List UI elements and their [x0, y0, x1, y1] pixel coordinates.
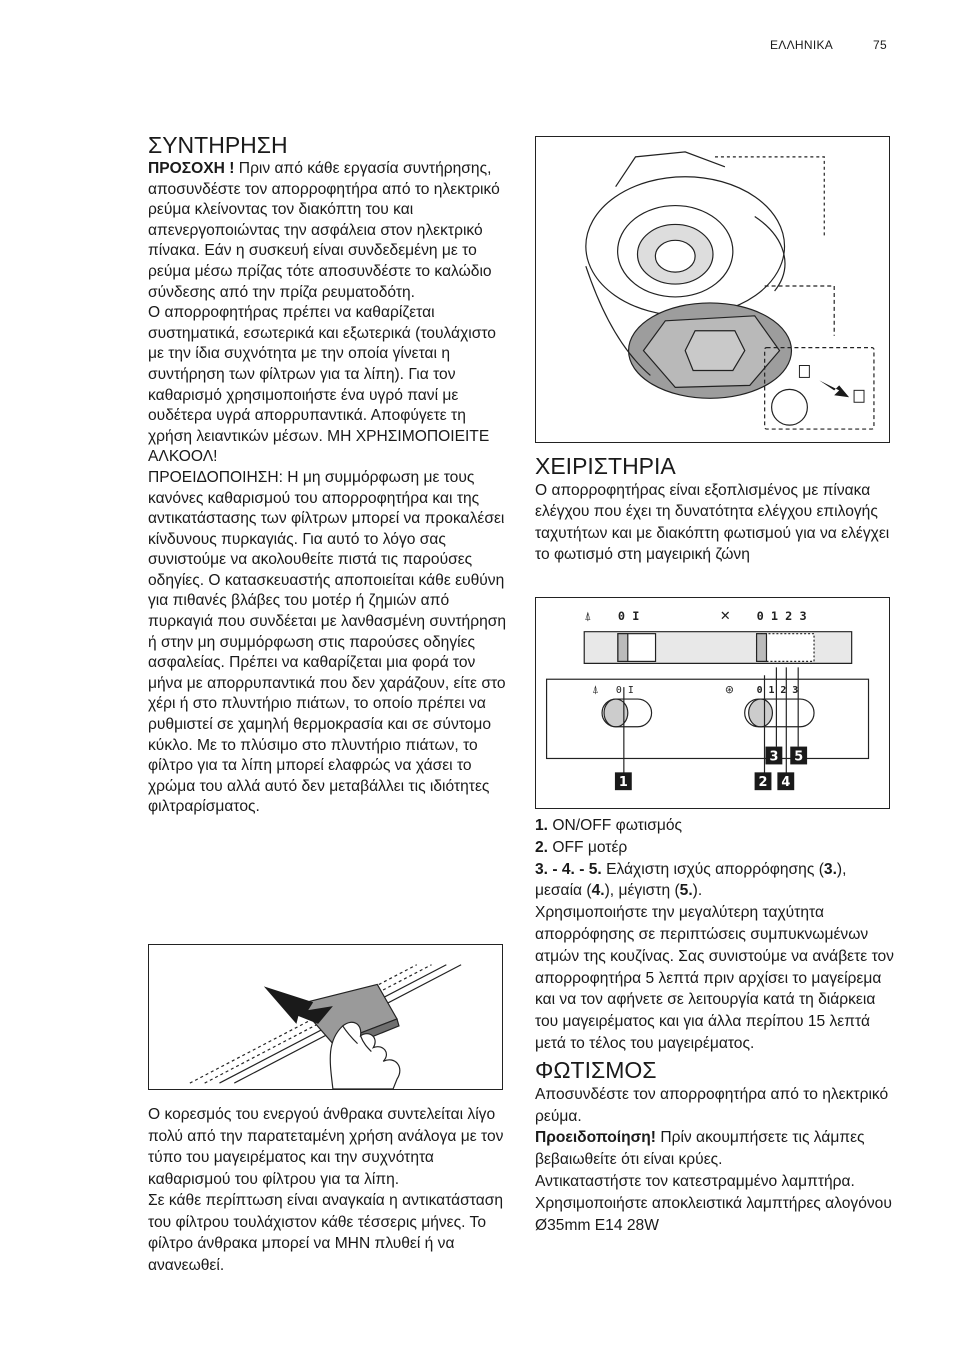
controls-section — [535, 453, 895, 565]
speeds-text-b: ), μεσαία ( — [535, 860, 847, 900]
legend-num-2: 2. — [535, 838, 549, 856]
lighting-paragraph-3: Χρησιμοποιήστε αποκλειστικά λαμπτήρες αλογόνου Ø35mm E14 28W — [535, 1194, 892, 1234]
charcoal-paragraph-2: Σε κάθε περίπτωση είναι αναγκαία η αντικατάσταση του φίλτρου τουλάχιστον κάθε τέσσερις μήνες. Το φίλτρο άνθρακα μπορεί να ΜΗΝ πλυθεί ή να ανανεωθεί. — [148, 1192, 504, 1274]
control-panel-figure — [535, 597, 890, 809]
callout-1: 1 — [618, 775, 628, 791]
callout-2: 2 — [758, 775, 768, 791]
controls-title: ΧΕΙΡΙΣΤΗΡΙΑ — [535, 453, 676, 479]
callout-3: 3 — [769, 749, 779, 765]
lighting-caution-label: Προειδοποίηση! — [535, 1129, 656, 1147]
controls-paragraph: Ο απορροφητήρας είναι εξοπλισμένος με πίνακα ελέγχου που έχει τη δυνατότητα ελέγχου επιλογής ταχυτήτων και με διακόπτη φωτισμού για να ελέγχει το φωτισμό στη μαγειρική ζώνη — [535, 482, 890, 563]
caution-label: ΠΡΟΣΟΧΗ ! — [148, 160, 235, 177]
charcoal-filter-illustration — [536, 137, 889, 442]
callout-4: 4 — [781, 775, 791, 791]
light-knob-icon: ⍋ — [592, 683, 599, 697]
maintenance-title: ΣΥΝΤΗΡΗΣΗ — [148, 132, 288, 158]
grease-filter-removal-illustration — [149, 945, 502, 1089]
caution-paragraph — [148, 159, 508, 303]
light-knob-marks: 0 I — [615, 685, 634, 697]
speeds-text-c: ), μέγιστη ( — [604, 882, 680, 900]
cleaning-paragraph: Ο απορροφητήρας πρέπει να καθαρίζεται συστηματικά, εσωτερικά και εξωτερικά (τουλάχιστο με την ίδια συχνότητα με την οποία γίνεται η συντήρηση των φίλτρων για τα λίπη). Για τον καθαρισμό χρησιμοποιήστε ένα υγρό πανί με ουδέτερα υγρά απορρυπαντικά. Αποφύγετε τη χρήση λειαντικών μέσων. ΜΗ ΧΡΗΣΙΜΟΠΟΙΕΙΤΕ ΑΛΚΟΟΛ! — [148, 304, 496, 466]
left-column — [148, 132, 508, 818]
speeds-text-d: ). — [692, 882, 703, 900]
lighting-paragraph-1: Αποσυνδέστε τον απορροφητήρα από το ηλεκτρικό ρεύμα. — [535, 1085, 889, 1125]
legend-text-2: OFF μοτέρ — [548, 838, 628, 856]
fan-icon: ✕ — [719, 608, 731, 624]
page-language: ΕΛΛΗΝΙΚΑ — [770, 38, 834, 52]
speeds-n3: 3. — [823, 860, 837, 878]
lighting-caution — [535, 1127, 895, 1171]
legend-item-1 — [535, 815, 895, 837]
caution-text: Πριν από κάθε εργασία συντήρησης, αποσυνδέστε τον απορροφητήρα από το ηλεκτρικό ρεύμα κλείνοντας τον διακόπτη του και απενεργοποιώντας την ασφάλεια στον ηλεκτρικό πίνακα. Εάν η συσκευή είναι συνδεδεμένη με το ρεύμα μέσω πρίζας τότε αποσυνδέστε το καλώδιο σύνδεσης από την πρίζα ρευματοδότη. — [148, 160, 500, 301]
grease-filter-figure — [148, 944, 503, 1090]
charcoal-paragraph-1: Ο κορεσμός του ενεργού άνθρακα συντελείται λίγο πολύ από την παρατεταμένη χρήση ανάλογα με τον τύπο του μαγειρέματος και την συχνότητα καθαρισμού του φίλτρου για τα λίπη. — [148, 1106, 504, 1188]
legend-speeds — [535, 859, 895, 903]
charcoal-text — [148, 1104, 508, 1276]
control-panel-illustration — [536, 598, 889, 808]
speeds-advice: Χρησιμοποιήστε την μεγαλύτερη ταχύτητα απορρόφησης σε περιπτώσεις συμπυκνωμένων ατμών της κουζίνας. Σας συνιστούμε να ανάβετε τον απορροφητήρα 5 λεπτά πριν αρχίσει το μαγείρεμα και να τον αφήνετε σε λειτουργία κατά τη διάρκεια του μαγειρέματος και για άλλα περίπου 15 λεπτά μετά το τέλος του μαγειρέματος. — [535, 904, 894, 1052]
lighting-title: ΦΩΤΙΣΜΟΣ — [535, 1056, 657, 1083]
speeds-n5: 5. — [679, 882, 693, 900]
speeds-n4: 4. — [591, 882, 605, 900]
fan-knob-marks: 0 1 2 3 — [756, 685, 799, 697]
light-icon: ⍋ — [584, 608, 592, 623]
fan-knob-icon: ⊛ — [724, 683, 735, 697]
page-number: 75 — [873, 38, 887, 52]
legend-section — [535, 815, 895, 1236]
legend-num-1: 1. — [535, 817, 549, 834]
lighting-paragraph-2: Αντικαταστήστε τον κατεστραμμένο λαμπτήρα. — [535, 1172, 855, 1190]
callout-5: 5 — [794, 749, 804, 765]
speeds-num: 3. - 4. - 5. — [535, 860, 602, 878]
warning-paragraph: ΠΡΟΕΙΔΟΠΟΙΗΣΗ: Η μη συμμόρφωση με τους κανόνες καθαρισμού του απορροφητήρα και της αντικατάστασης των φίλτρων μπορεί να προκαλέσει κίνδυνους πυρκαγιάς. Για αυτό το λόγο σας συνιστούμε να ακολουθείτε πιστά τις παρούσες οδηγίες. Ο κατασκευαστής αποποιείται κάθε ευθύνη για πιθανές βλάβες του μοτέρ ή ζημιών από πυρκαγιά που συνδέεται με λανθασμένη συντήρηση ή στην μη συμμόρφωση στις παρούσες οδηγίες ασφαλείας. Πρέπει να καθαρίζεται μια φορά τον μήνα με απορρυπαντικά που δεν χαράζουν, είτε στο χέρι ή στο πλυντήριο πιάτων, το οποίο πρέπει να ρυθμιστεί σε χαμηλή θερμοκρασία και σε σύντομο κύκλο. Με το πλύσιμο στο πλυντήριο πιάτων, το φίλτρο για τα λίπη μπορεί ελαφρώς να χάσει το χρώμα του αλλά αυτό δεν μεταβάλλει τις ιδιότητες φιλτραρίσματος. — [148, 468, 507, 816]
charcoal-filter-figure — [535, 136, 890, 443]
fan-scale: 0 1 2 3 — [756, 608, 807, 623]
legend-item-2 — [535, 837, 895, 859]
lighting-caution-text: Πρίν ακουμπήσετε τις λάμπες βεβαιωθείτε ότι είναι κρύες. — [535, 1129, 865, 1169]
legend-text-1: ON/OFF φωτισμός — [548, 817, 683, 834]
speeds-text-a: Ελάχιστη ισχύς απορρόφησης ( — [601, 860, 824, 878]
light-scale: 0 I — [617, 608, 640, 623]
